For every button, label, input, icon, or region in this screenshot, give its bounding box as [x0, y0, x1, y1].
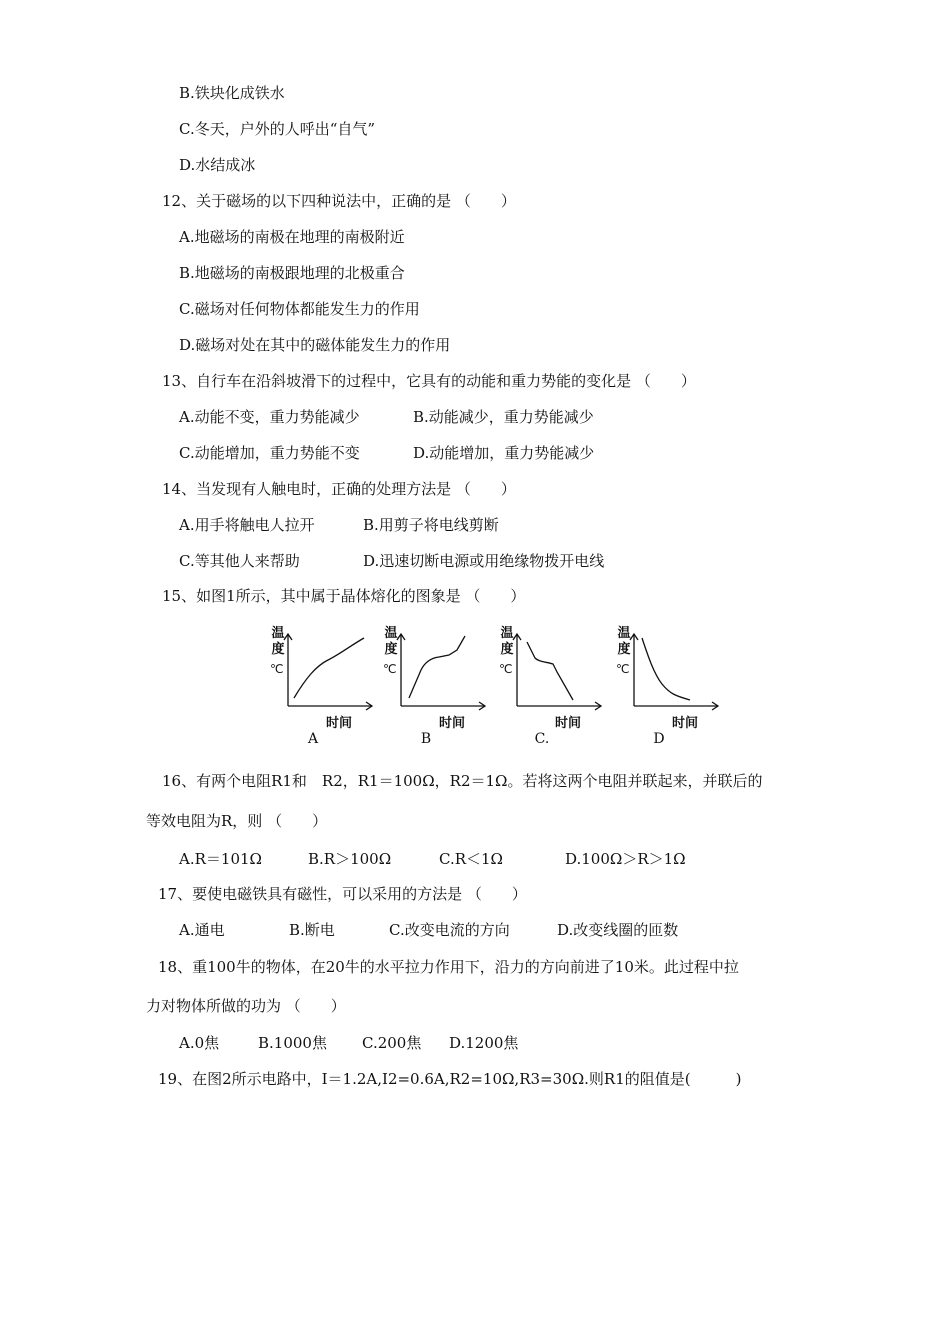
q11-option-d: D.水结成冰: [179, 156, 256, 174]
q18-option-a: A.0焦: [179, 1034, 220, 1052]
q12-option-a: A.地磁场的南极在地理的南极附近: [179, 228, 405, 246]
q18-option-b: B.1000焦: [258, 1034, 327, 1052]
graph-b-xlabel: 时间: [439, 716, 466, 731]
q17-stem: 17、要使电磁铁具有磁性，可以采用的方法是 （ ）: [158, 885, 527, 903]
q13-option-d: D.动能增加，重力势能减少: [413, 444, 595, 462]
q18-stem: 18、重100牛的物体，在20牛的水平拉力作用下，沿力的方向前进了10米。此过程中拉: [158, 958, 739, 976]
graph-b-ylabel: 温度: [384, 626, 398, 657]
q16-option-b: B.R＞100Ω: [308, 850, 392, 868]
q17-option-d: D.改变线圈的匝数: [557, 921, 679, 939]
graph-b-letter: B: [420, 731, 432, 747]
q17-option-c: C.改变电流的方向: [389, 921, 510, 939]
graph-a-unit: ℃: [270, 662, 284, 676]
q16-option-c: C.R＜1Ω: [439, 850, 503, 868]
q13-option-c: C.动能增加，重力势能不变: [179, 444, 360, 462]
q12-option-d: D.磁场对处在其中的磁体能发生力的作用: [179, 336, 451, 354]
graph-d-xlabel: 时间: [672, 716, 699, 731]
q18-option-c: C.200焦: [362, 1034, 422, 1052]
q13-option-a: A.动能不变，重力势能减少: [179, 408, 360, 426]
graph-a-letter: A: [307, 731, 319, 747]
graph-d-letter: D: [653, 731, 665, 747]
q16-option-d: D.100Ω＞R＞1Ω: [565, 850, 686, 868]
q16-stem-cont: 等效电阻为R，则 （ ）: [146, 812, 328, 830]
q13-option-b: B.动能减少，重力势能减少: [413, 408, 594, 426]
q14-stem: 14、当发现有人触电时，正确的处理方法是 （ ）: [162, 480, 516, 498]
q12-stem: 12、关于磁场的以下四种说法中，正确的是 （ ）: [162, 192, 516, 210]
q16-stem: 16、有两个电阻R1和 R2，R1＝100Ω，R2＝1Ω。若将这两个电阻并联起来，并联后的: [162, 772, 763, 790]
graph-d: [614, 622, 734, 747]
q17-option-a: A.通电: [179, 921, 225, 939]
graph-a: [268, 622, 388, 747]
q16-option-a: A.R＝101Ω: [179, 850, 262, 868]
q12-option-c: C.磁场对任何物体都能发生力的作用: [179, 300, 420, 318]
q11-option-c: C.冬天，户外的人呼出“自气”: [179, 120, 376, 138]
q12-option-b: B.地磁场的南极跟地理的北极重合: [179, 264, 405, 282]
q14-option-b: B.用剪子将电线剪断: [363, 516, 499, 534]
graph-c: [497, 622, 617, 747]
graph-d-ylabel: 温度: [617, 626, 631, 657]
q18-option-d: D.1200焦: [449, 1034, 519, 1052]
q18-stem-cont: 力对物体所做的功为 （ ）: [146, 997, 346, 1015]
graph-b-unit: ℃: [383, 662, 397, 676]
q14-option-a: A.用手将触电人拉开: [179, 516, 315, 534]
q11-option-b: B.铁块化成铁水: [179, 84, 285, 102]
graph-c-ylabel: 温度: [500, 626, 514, 657]
q14-option-c: C.等其他人来帮助: [179, 552, 300, 570]
q17-option-b: B.断电: [289, 921, 335, 939]
graph-a-ylabel: 温度: [271, 626, 285, 657]
q13-stem: 13、自行车在沿斜坡滑下的过程中，它具有的动能和重力势能的变化是 （ ）: [162, 372, 696, 390]
graph-d-unit: ℃: [616, 662, 630, 676]
graph-b: [381, 622, 501, 747]
q15-stem: 15、如图1所示，其中属于晶体熔化的图象是 （ ）: [162, 587, 526, 605]
graph-a-xlabel: 时间: [326, 716, 353, 731]
q19-stem: 19、在图2所示电路中，I＝1.2A,I2=0.6A,R2=10Ω,R3=30Ω.则R1的阻值是( ): [158, 1070, 742, 1088]
q14-option-d: D.迅速切断电源或用绝缘物拨开电线: [363, 552, 605, 570]
graph-c-unit: ℃: [499, 662, 513, 676]
graph-c-letter: C.: [534, 731, 550, 747]
graph-c-xlabel: 时间: [555, 716, 582, 731]
